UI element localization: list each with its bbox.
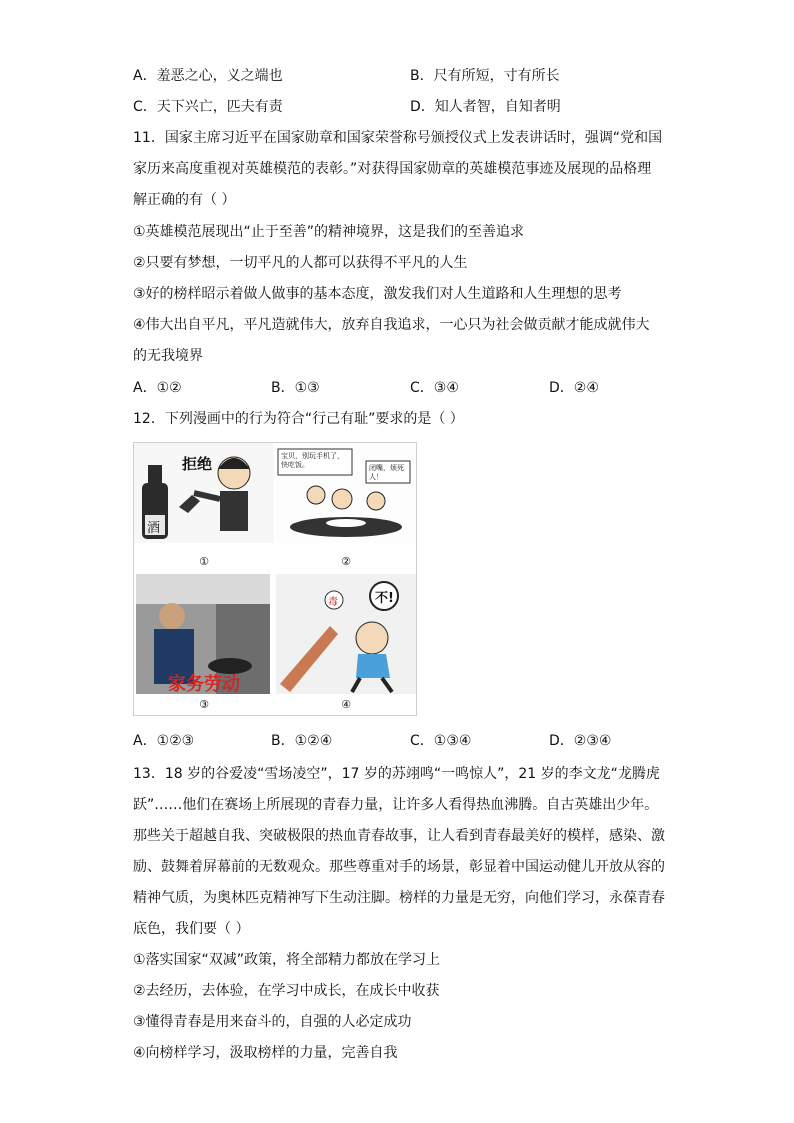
housework-label: 家务劳动 bbox=[168, 674, 240, 694]
q11-item-1: ①英雄模范展现出“止于至善”的精神境界，这是我们的至善追求 bbox=[133, 224, 525, 240]
comic-panel-1 bbox=[134, 443, 274, 543]
q11-stem-line-2: 家历来高度重视对英雄模范的表彰。”对获得国家勋章的英雄模范事迹及展现的品格理 bbox=[133, 161, 652, 177]
q11-option-b: B．①③ bbox=[271, 380, 320, 396]
q13-item-3: ③懂得青春是用来奋斗的，自强的人必定成功 bbox=[133, 1014, 412, 1030]
q13-item-1: ①落实国家“双减”政策，将全部精力都放在学习上 bbox=[133, 952, 441, 968]
q13-stem-line-2: 跃”……他们在赛场上所展现的青春力量，让许多人看得热血沸腾。自古英雄出少年。 bbox=[133, 797, 659, 813]
q11-stem-line-1: 11．国家主席习近平在国家勋章和国家荣誉称号颁授仪式上发表讲话时，强调“党和国 bbox=[133, 130, 663, 146]
comic-panel-2 bbox=[276, 443, 416, 543]
q13-stem-line-5: 精神气质，为奥林匹克精神写下生动注脚。榜样的力量是无穷，向他们学习，永葆青春 bbox=[133, 890, 665, 906]
q12-option-c: C．①③④ bbox=[410, 733, 472, 749]
q11-option-a: A．①② bbox=[133, 380, 182, 396]
comic-caption-3: ③ bbox=[199, 698, 209, 711]
q13-item-4: ④向榜样学习，汲取榜样的力量，完善自我 bbox=[133, 1045, 398, 1061]
drug-label: 毒 bbox=[328, 597, 338, 608]
q11-option-d: D．②④ bbox=[549, 380, 599, 396]
speech-bubble-right: 闭嘴，烦死人！ bbox=[369, 464, 404, 481]
q12-option-b: B．①②④ bbox=[271, 733, 333, 749]
q10-option-a: A．羞恶之心，义之端也 bbox=[133, 68, 283, 84]
q11-stem-line-3: 解正确的有（ ） bbox=[133, 192, 236, 208]
comic-image bbox=[133, 442, 417, 716]
q13-stem-line-1: 13．18 岁的谷爱凌“雪场凌空”，17 岁的苏翊鸣“一鸣惊人”，21 岁的李文龙“龙腾虎 bbox=[133, 766, 660, 782]
comic-panel-4 bbox=[276, 574, 416, 694]
comic-caption-1: ① bbox=[199, 555, 209, 568]
q11-item-4: ④伟大出自平凡，平凡造就伟大，放弃自我追求，一心只为社会做贡献才能成就伟大 bbox=[133, 317, 650, 333]
comic-caption-2: ② bbox=[341, 555, 351, 568]
q10-option-b: B．尺有所短，寸有所长 bbox=[410, 68, 560, 84]
q11-item-3: ③好的榜样昭示着做人做事的基本态度，激发我们对人生道路和人生理想的思考 bbox=[133, 286, 622, 302]
q10-option-c: C．天下兴亡，匹夫有责 bbox=[133, 99, 283, 115]
q12-option-d: D．②③④ bbox=[549, 733, 612, 749]
q13-item-2: ②去经历，去体验，在学习中成长，在成长中收获 bbox=[133, 983, 440, 999]
q10-option-d: D．知人者智，自知者明 bbox=[410, 99, 561, 115]
comic-caption-4: ④ bbox=[341, 698, 351, 711]
speech-bubble-left: 宝贝，别玩手机了，快吃饭。 bbox=[281, 452, 344, 469]
q11-item-4-cont: 的无我境界 bbox=[133, 348, 203, 364]
q12-option-a: A．①②③ bbox=[133, 733, 195, 749]
q13-stem-line-4: 励、鼓舞着屏幕前的无数观众。那些尊重对手的场景，彰显着中国运动健儿开放从容的 bbox=[133, 859, 665, 875]
q11-option-c: C．③④ bbox=[410, 380, 459, 396]
bottle-label: 酒 bbox=[147, 521, 161, 536]
comic-panel-4-art bbox=[276, 574, 416, 694]
q11-item-2: ②只要有梦想，一切平凡的人都可以获得不平凡的人生 bbox=[133, 255, 468, 271]
q12-stem: 12．下列漫画中的行为符合“行己有耻”要求的是（ ） bbox=[133, 411, 464, 427]
no-label: 不! bbox=[375, 591, 394, 606]
q13-stem-line-3: 那些关于超越自我、突破极限的热血青春故事，让人看到青春最美好的模样，感染、激 bbox=[133, 828, 665, 844]
refuse-label: 拒绝 bbox=[182, 455, 213, 473]
q13-stem-line-6: 底色，我们要（ ） bbox=[133, 921, 250, 937]
comic-panel-3 bbox=[136, 574, 270, 694]
